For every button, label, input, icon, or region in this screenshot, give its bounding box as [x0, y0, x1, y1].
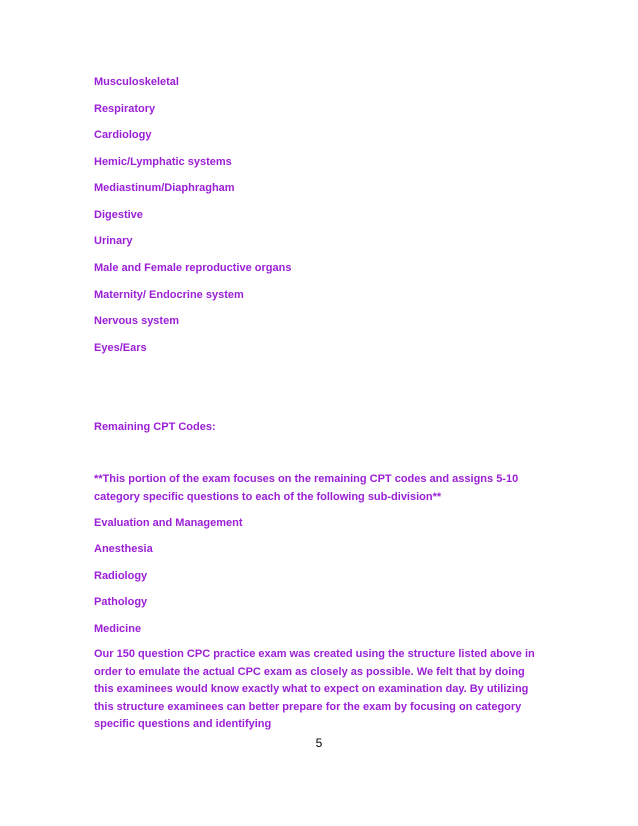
list-item: Evaluation and Management	[94, 517, 243, 529]
list-item: Respiratory	[94, 103, 156, 115]
section-heading: Remaining CPT Codes:	[94, 421, 216, 433]
list-item: Anesthesia	[94, 543, 153, 555]
list-item: Pathology	[94, 596, 148, 608]
list-item: Eyes/Ears	[94, 342, 147, 354]
list-item: Medicine	[94, 623, 142, 635]
list-item: Nervous system	[94, 315, 179, 327]
list-item: Male and Female reproductive organs	[94, 262, 292, 274]
list-item: Musculoskeletal	[94, 76, 179, 88]
list-item: Radiology	[94, 570, 148, 582]
list-item: Mediastinum/Diaphragham	[94, 182, 235, 194]
page-number: 5	[315, 736, 323, 750]
list-item: Digestive	[94, 209, 143, 221]
list-item: Urinary	[94, 235, 133, 247]
section-note: **This portion of the exam focuses on the remaining CPT codes and assigns 5-10 category specific questions to each of the following sub-division**	[94, 473, 519, 503]
body-paragraph: Our 150 question CPC practice exam was created using the structure listed above in order to emulate the actual CPC exam as closely as possible. We felt that by doing this examinees would know exactly what to expect on examination day. By utilizing this structure examinees can better prepare for the exam by focusing on category specific questions and identifying	[94, 648, 535, 730]
list-item: Cardiology	[94, 129, 152, 141]
list-item: Hemic/Lymphatic systems	[94, 156, 232, 168]
list-item: Maternity/ Endocrine system	[94, 289, 244, 301]
